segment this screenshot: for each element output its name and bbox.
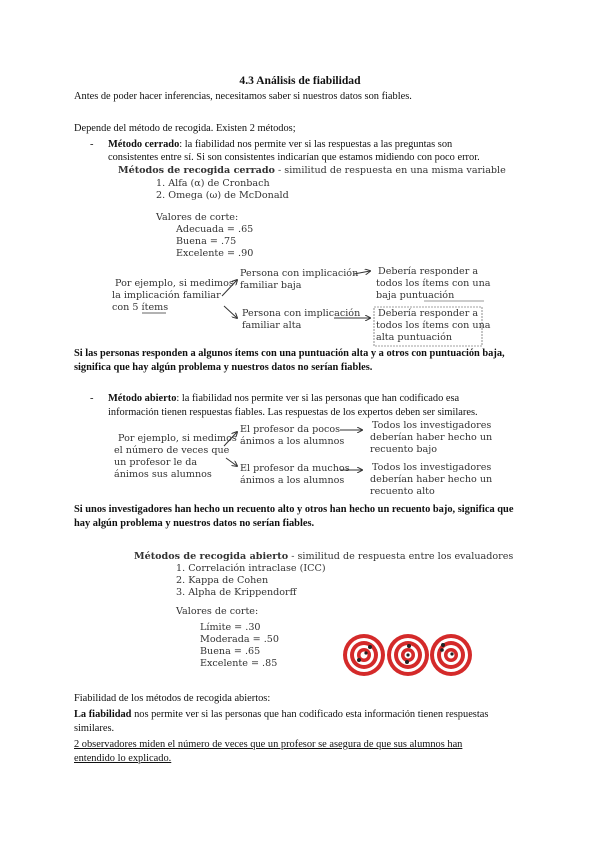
open-notes-heading-rest: - similitud de respuesta entre los evaluadores [288, 551, 514, 562]
open-cut-title: Valores de corte: [176, 606, 259, 617]
target-icon [343, 634, 385, 676]
closed-branch-high: familiar alta [242, 320, 302, 331]
closed-result-high: alta puntuación [376, 332, 453, 343]
fiab-bold: La fiabilidad [74, 709, 132, 720]
closed-method-desc: : la fiabilidad nos permite ver si las respuestas a las preguntas son [179, 139, 453, 150]
closed-cut-value: Buena = .75 [176, 236, 237, 247]
page-title: 4.3 Análisis de fiabilidad [239, 74, 361, 87]
closed-method-bullet: - [90, 139, 94, 150]
open-example: el número de veces que [114, 445, 230, 456]
open-example: un profesor le da [114, 457, 198, 468]
closed-result-box [374, 307, 482, 346]
open-conclusion: Si unos investigadores han hecho un recuento alto y otros han hecho un recuento bajo, significa que [74, 504, 514, 515]
closed-conclusion: significa que hay algún problema y nuestros datos no serían fiables. [74, 362, 373, 373]
open-method-desc: : la fiabilidad nos permite ver si las personas que han codificado esa [176, 393, 460, 404]
closed-method-item: 1. Alfa (α) de Cronbach [156, 178, 270, 189]
closed-branch-high: Persona con implicación [242, 308, 361, 319]
open-result-low: deberían haber hecho un [370, 432, 493, 443]
arrow [224, 306, 237, 318]
open-result-high: deberían haber hecho un [370, 474, 493, 485]
closed-result-high: Debería responder a [378, 308, 479, 319]
open-cut-value: Excelente = .85 [200, 658, 278, 669]
target-icon [387, 634, 429, 676]
open-branch-high: ánimos a los alumnos [240, 475, 345, 486]
open-method-item: 3. Alpha de Krippendorff [176, 587, 297, 598]
closed-notes-heading-rest: - similitud de respuesta en una misma variable [274, 165, 506, 176]
arrow [224, 432, 237, 446]
closed-result-low: todos los ítems con una [376, 278, 491, 289]
closed-method-label: Método cerrado [108, 139, 180, 150]
open-cut-value: Moderada = .50 [200, 634, 279, 645]
closed-method-line2: consistentes entre sí. Si son consistentes indicarían que estamos midiendo con poco error. [108, 152, 480, 163]
open-example: ánimos sus alumnos [114, 469, 212, 480]
open-notes-heading-bold: Métodos de recogida abierto [134, 551, 289, 562]
open-result-high: Todos los investigadores [372, 462, 492, 473]
intro-text: Antes de poder hacer inferencias, necesitamos saber si nuestros datos son fiables. [74, 91, 412, 102]
fiab-line2: similares. [74, 723, 115, 734]
method-count-text: Depende del método de recogida. Existen 2 métodos; [74, 123, 296, 134]
closed-example: con 5 ítems [112, 302, 169, 313]
open-method-label: Método abierto [108, 393, 177, 404]
open-method-line2: información tienen respuestas fiables. Las respuestas de los expertos deben ser similares. [108, 407, 478, 418]
final-example: 2 observadores miden el número de veces que un profesor se asegura de que sus alumnos han [74, 739, 463, 750]
final-example: entendido lo explicado. [74, 753, 172, 764]
open-branch-low: ánimos a los alumnos [240, 436, 345, 447]
arrow [354, 271, 370, 274]
fiab-rest: nos permite ver si las personas que han codificado esta información tienen respuestas [131, 709, 489, 720]
closed-example: Por ejemplo, si medimos [115, 278, 234, 289]
open-branch-low: El profesor da pocos [240, 424, 341, 435]
open-method-item: 2. Kappa de Cohen [176, 575, 269, 586]
target-icon [430, 634, 472, 676]
arrow [226, 458, 237, 466]
closed-result-high: todos los ítems con una [376, 320, 491, 331]
open-result-high: recuento alto [370, 486, 435, 497]
closed-cut-title: Valores de corte: [156, 212, 239, 223]
open-cut-value: Límite = .30 [200, 622, 261, 633]
closed-method-item: 2. Omega (ω) de McDonald [156, 190, 289, 201]
open-result-low: recuento bajo [370, 444, 437, 455]
open-method-item: 1. Correlación intraclase (ICC) [176, 563, 326, 574]
open-result-low: Todos los investigadores [372, 420, 492, 431]
closed-conclusion: Si las personas responden a algunos ítems con una puntuación alta y a otros con puntuación baja, [74, 348, 505, 359]
closed-branch-low: familiar baja [240, 280, 302, 291]
open-conclusion: hay algún problema y nuestros datos no serían fiables. [74, 518, 315, 529]
arrow [222, 280, 237, 296]
open-cut-value: Buena = .65 [200, 646, 261, 657]
closed-result-low: Debería responder a [378, 266, 479, 277]
closed-cut-value: Excelente = .90 [176, 248, 254, 259]
fiab-title: Fiabilidad de los métodos de recogida abiertos: [74, 693, 271, 704]
open-branch-high: El profesor da muchos [240, 463, 350, 474]
closed-notes-heading-bold: Métodos de recogida cerrado [118, 165, 275, 176]
open-example: Por ejemplo, si medimos [118, 433, 237, 444]
closed-cut-value: Adecuada = .65 [176, 224, 254, 235]
closed-branch-low: Persona con implicación [240, 268, 359, 279]
open-method-bullet: - [90, 393, 94, 404]
closed-result-low: baja puntuación [376, 290, 455, 301]
closed-example: la implicación familiar [112, 290, 221, 301]
